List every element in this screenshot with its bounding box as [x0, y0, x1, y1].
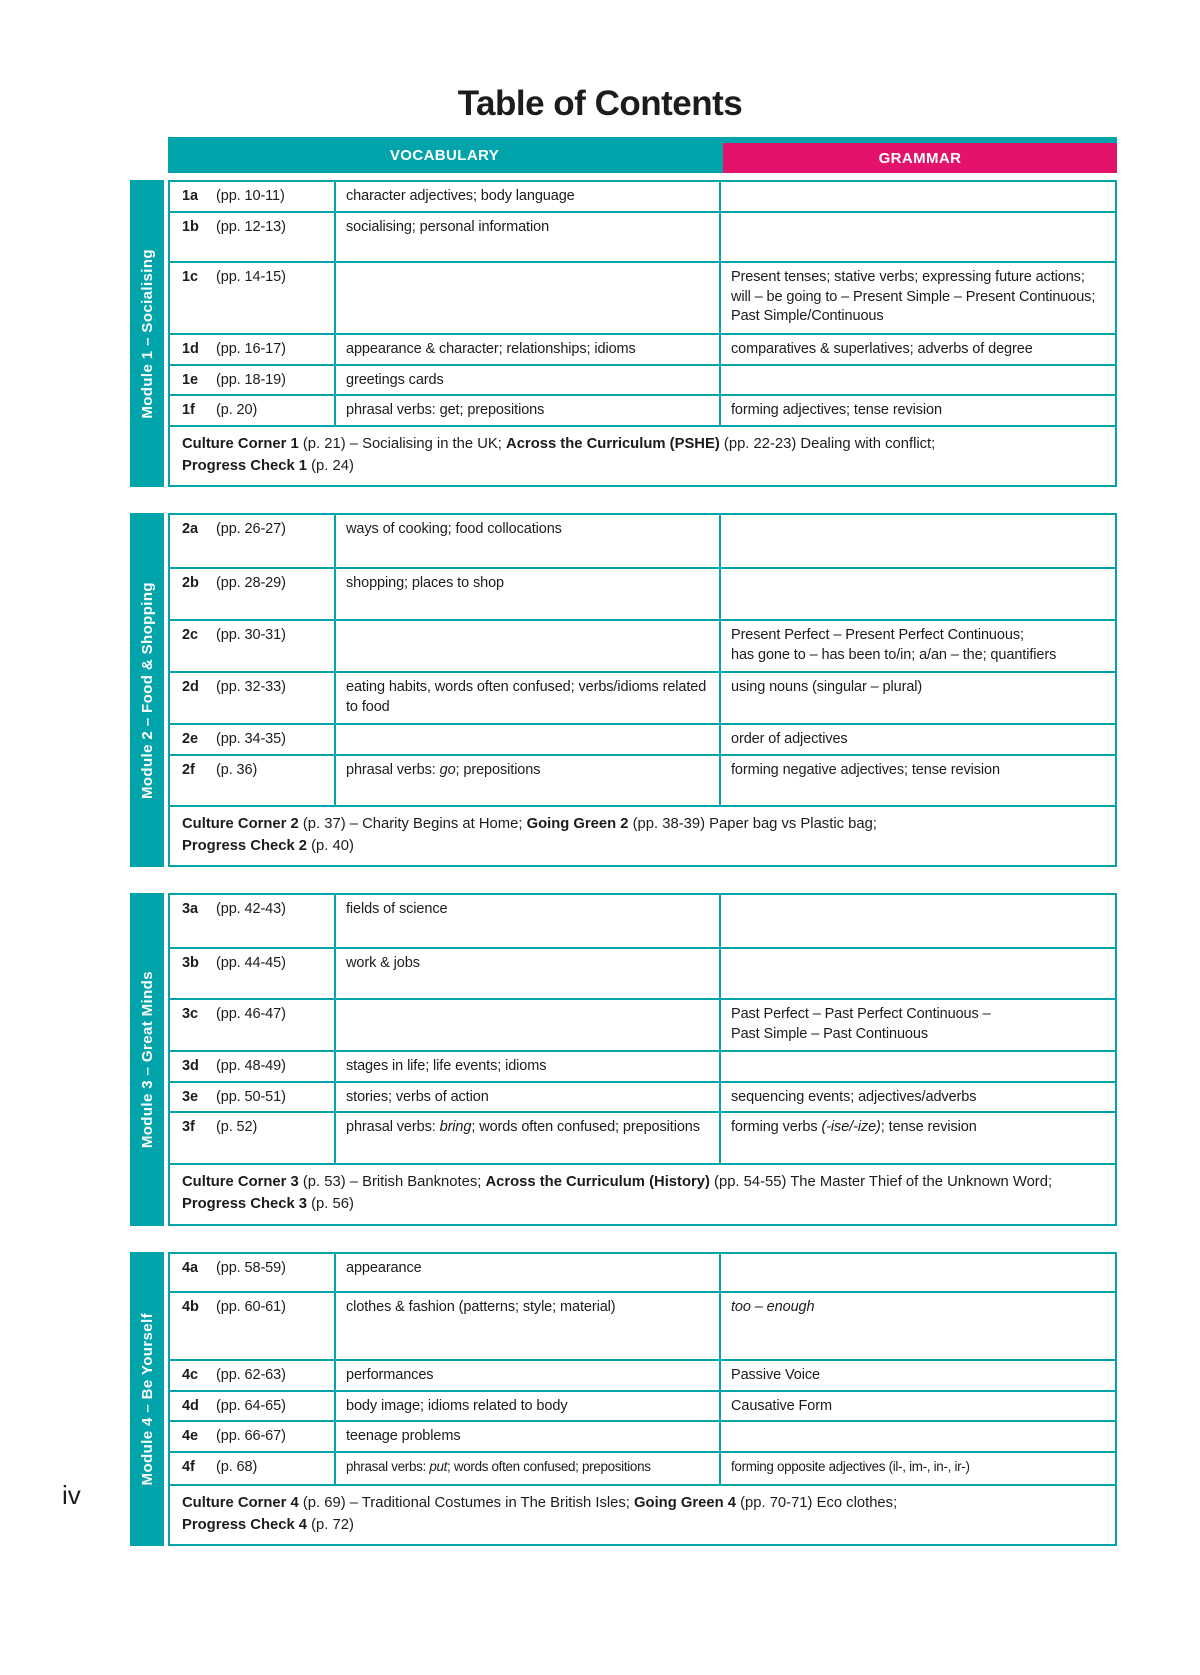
unit-code-cell	[170, 895, 334, 947]
unit-code: 1c	[182, 269, 198, 285]
unit-code: 2d	[182, 679, 199, 696]
text-segment: forming adjectives; tense revision	[731, 402, 942, 419]
text-segment: stages in life; life events; idioms	[346, 1058, 547, 1074]
grammar-cell	[719, 621, 1115, 671]
module-side-bar	[130, 1252, 164, 1547]
text-segment: (p. 72)	[307, 1516, 354, 1533]
text-segment: stories; verbs of action	[346, 1088, 489, 1105]
text-segment: using nouns (singular – plural)	[731, 679, 923, 696]
unit-pages: (p. 68)	[216, 1458, 258, 1475]
text-segment: bring	[439, 1119, 472, 1136]
modules-container	[130, 180, 1117, 1546]
text-segment: phrasal verbs:	[346, 1458, 430, 1474]
page-title: Table of Contents	[457, 84, 743, 123]
unit-pages: (p. 20)	[216, 402, 258, 419]
text-segment: Across the Curriculum (PSHE)	[506, 435, 720, 452]
unit-code-cell	[170, 621, 334, 671]
unit-code: 4a	[182, 1259, 198, 1276]
unit-pages: (pp. 42-43)	[216, 901, 286, 917]
grammar-cell	[719, 1361, 1115, 1390]
vocabulary-cell	[334, 1361, 719, 1390]
unit-code: 3c	[182, 1006, 198, 1022]
page-number: iv	[62, 1480, 81, 1510]
module-section	[130, 1252, 1117, 1547]
unit-code-cell	[170, 1000, 334, 1050]
text-segment: performances	[346, 1366, 434, 1383]
vocabulary-cell	[334, 1052, 719, 1081]
module-table	[168, 180, 1117, 487]
text-segment: Causative Form	[731, 1397, 832, 1414]
toc-row	[170, 1111, 1115, 1163]
text-segment: socialising; personal information	[346, 219, 550, 235]
unit-code: 2c	[182, 627, 198, 644]
vocabulary-cell	[334, 515, 719, 567]
text-segment: (p. 21) – Socialising in the UK;	[298, 435, 507, 452]
unit-code: 1a	[182, 188, 198, 204]
module-table	[168, 893, 1117, 1226]
culture-corner-row	[170, 1484, 1115, 1544]
grammar-cell	[719, 263, 1115, 333]
toc-row	[170, 1420, 1115, 1451]
unit-code-cell	[170, 1254, 334, 1291]
module-label: Module 2 – Food & Shopping	[138, 581, 156, 799]
text-segment: (p. 56)	[307, 1196, 354, 1213]
text-segment: sequencing events; adjectives/adverbs	[731, 1088, 977, 1105]
text-segment: character adjectives; body language	[346, 188, 575, 204]
toc-row	[170, 1451, 1115, 1484]
text-segment: Culture Corner 2	[182, 815, 299, 832]
text-segment: (p. 53) – British Banknotes;	[298, 1174, 486, 1191]
grammar-cell	[719, 1083, 1115, 1112]
text-segment: (-ise/-ize)	[821, 1119, 881, 1136]
text-segment: clothes & fashion (patterns; style; material)	[346, 1298, 616, 1315]
unit-pages: (pp. 46-47)	[216, 1006, 286, 1022]
grammar-cell	[719, 1293, 1115, 1359]
unit-code: 2f	[182, 761, 195, 778]
unit-code-cell	[170, 515, 334, 567]
toc-row	[170, 182, 1115, 211]
toc-row	[170, 261, 1115, 333]
module-side-bar	[130, 513, 164, 867]
vocabulary-cell	[334, 263, 719, 333]
unit-pages: (pp. 58-59)	[216, 1259, 286, 1276]
grammar-header-label: GRAMMAR	[878, 149, 962, 167]
text-segment: Past Simple – Past Continuous	[731, 1025, 928, 1042]
text-segment: phrasal verbs: get; prepositions	[346, 402, 545, 419]
grammar-cell	[719, 1113, 1115, 1163]
unit-code-cell	[170, 396, 334, 425]
text-segment: Going Green 2	[526, 815, 629, 832]
toc-row	[170, 895, 1115, 947]
text-segment: (pp. 54-55) The Master Thief of the Unknown Word;	[709, 1174, 1053, 1191]
toc-row	[170, 515, 1115, 567]
grammar-cell	[719, 1422, 1115, 1451]
unit-code-cell	[170, 1113, 334, 1163]
grammar-cell	[719, 515, 1115, 567]
text-segment: forming opposite adjectives (il-, im-, in-, ir-)	[731, 1458, 970, 1474]
toc-row	[170, 723, 1115, 754]
grammar-cell	[719, 366, 1115, 395]
toc-row	[170, 211, 1115, 261]
module-section	[130, 893, 1117, 1226]
unit-code-cell	[170, 1361, 334, 1390]
text-segment: greetings cards	[346, 371, 444, 388]
text-segment: (p. 69) – Traditional Costumes in The British Isles;	[298, 1494, 635, 1511]
toc-header-bar	[168, 137, 1117, 173]
vocabulary-cell	[334, 1293, 719, 1359]
unit-code-cell	[170, 1083, 334, 1112]
grammar-cell	[719, 182, 1115, 211]
text-segment: ways of cooking; food collocations	[346, 521, 562, 538]
module-label: Module 4 – Be Yourself	[138, 1312, 156, 1485]
unit-pages: (pp. 30-31)	[216, 627, 286, 644]
module-table	[168, 513, 1117, 867]
text-segment: put	[429, 1458, 448, 1474]
unit-pages: (p. 36)	[216, 761, 258, 778]
grammar-cell	[719, 895, 1115, 947]
unit-code: 4d	[182, 1397, 199, 1414]
vocabulary-cell	[334, 335, 719, 364]
toc-row	[170, 1390, 1115, 1421]
unit-code-cell	[170, 1052, 334, 1081]
unit-pages: (pp. 66-67)	[216, 1428, 286, 1445]
vocabulary-cell	[334, 673, 719, 723]
toc-row	[170, 364, 1115, 395]
culture-corner-row	[170, 425, 1115, 485]
unit-code: 1d	[182, 341, 199, 357]
unit-code-cell	[170, 569, 334, 619]
grammar-cell	[719, 756, 1115, 805]
toc-row	[170, 619, 1115, 671]
unit-code: 3f	[182, 1119, 195, 1136]
unit-code: 3b	[182, 955, 199, 971]
culture-corner-row	[170, 805, 1115, 865]
text-segment: Present tenses; stative verbs; expressing future actions; will – be going to – Present Simple – Present Continuous; Past Simple/Continuous	[731, 269, 1096, 325]
unit-code-cell	[170, 335, 334, 364]
toc-row	[170, 567, 1115, 619]
table-of-contents	[130, 137, 1117, 1546]
vocabulary-cell	[334, 621, 719, 671]
module-label: Module 3 – Great Minds	[138, 970, 156, 1148]
culture-corner-row	[170, 1163, 1115, 1223]
text-segment: phrasal verbs:	[346, 1119, 440, 1136]
text-segment: Culture Corner 1	[182, 435, 299, 452]
vocabulary-cell	[334, 725, 719, 754]
toc-row	[170, 1254, 1115, 1291]
unit-pages: (pp. 64-65)	[216, 1397, 286, 1414]
unit-code: 2b	[182, 575, 199, 592]
unit-pages: (pp. 10-11)	[216, 188, 285, 204]
unit-code-cell	[170, 673, 334, 723]
unit-pages: (pp. 32-33)	[216, 679, 286, 696]
unit-code: 4e	[182, 1428, 198, 1445]
toc-row	[170, 998, 1115, 1050]
toc-row	[170, 1050, 1115, 1081]
vocabulary-cell	[334, 213, 719, 261]
module-table	[168, 1252, 1117, 1547]
unit-code: 2e	[182, 731, 198, 748]
text-segment: Progress Check 1	[182, 457, 308, 474]
text-segment: Across the Curriculum (History)	[485, 1174, 710, 1191]
text-segment: body image; idioms related to body	[346, 1397, 568, 1414]
culture-corner-text	[170, 427, 1115, 485]
module-side-bar	[130, 180, 164, 487]
unit-pages: (pp. 50-51)	[216, 1088, 286, 1105]
unit-pages: (pp. 48-49)	[216, 1058, 286, 1074]
unit-code-cell	[170, 1293, 334, 1359]
text-segment: Progress Check 2	[182, 837, 308, 854]
text-segment: fields of science	[346, 901, 448, 917]
unit-pages: (pp. 34-35)	[216, 731, 286, 748]
text-segment: shopping; places to shop	[346, 575, 505, 592]
vocabulary-cell	[334, 1254, 719, 1291]
toc-row	[170, 394, 1115, 425]
text-segment: has gone to – has been to/in; a/an – the; quantifiers	[731, 646, 1057, 663]
text-segment: too – enough	[731, 1298, 815, 1315]
text-segment: ; tense revision	[880, 1119, 977, 1136]
text-segment: Going Green 4	[634, 1494, 736, 1511]
module-section	[130, 180, 1117, 487]
unit-code: 3a	[182, 901, 198, 917]
toc-row	[170, 947, 1115, 998]
text-segment: Past Perfect – Past Perfect Continuous –	[731, 1006, 991, 1022]
text-segment: (p. 37) – Charity Begins at Home;	[298, 815, 527, 832]
grammar-cell	[719, 949, 1115, 998]
text-segment: Passive Voice	[731, 1366, 820, 1383]
text-segment: comparatives & superlatives; adverbs of degree	[731, 341, 1033, 357]
unit-pages: (pp. 12-13)	[216, 219, 286, 235]
culture-corner-text	[170, 807, 1115, 865]
unit-code-cell	[170, 182, 334, 211]
toc-row	[170, 1291, 1115, 1359]
toc-row	[170, 333, 1115, 364]
unit-code-cell	[170, 1422, 334, 1451]
grammar-cell	[719, 1000, 1115, 1050]
text-segment: Culture Corner 4	[182, 1494, 299, 1511]
unit-pages: (pp. 62-63)	[216, 1366, 286, 1383]
grammar-cell	[719, 1254, 1115, 1291]
unit-code: 1e	[182, 371, 198, 388]
text-segment: Progress Check 3	[182, 1196, 308, 1213]
text-segment: ; words often confused; prepositions	[471, 1119, 700, 1136]
vocabulary-cell	[334, 756, 719, 805]
module-section	[130, 513, 1117, 867]
unit-code: 2a	[182, 521, 198, 538]
grammar-cell	[719, 725, 1115, 754]
toc-row	[170, 1081, 1115, 1112]
text-segment: go	[439, 761, 456, 778]
unit-code: 1b	[182, 219, 199, 235]
text-segment: (pp. 70-71) Eco clothes;	[735, 1494, 898, 1511]
unit-pages: (pp. 44-45)	[216, 955, 286, 971]
unit-pages: (pp. 28-29)	[216, 575, 286, 592]
vocabulary-cell	[334, 1392, 719, 1421]
text-segment: Culture Corner 3	[182, 1174, 299, 1191]
unit-pages: (p. 52)	[216, 1119, 258, 1136]
toc-row	[170, 1359, 1115, 1390]
toc-row	[170, 754, 1115, 805]
text-segment: eating habits, words often confused; verbs/idioms related to food	[346, 679, 707, 715]
unit-code-cell	[170, 366, 334, 395]
text-segment: appearance	[346, 1259, 422, 1276]
text-segment: forming negative adjectives; tense revision	[731, 761, 1000, 778]
vocabulary-cell	[334, 1083, 719, 1112]
grammar-cell	[719, 673, 1115, 723]
text-segment: appearance & character; relationships; idioms	[346, 341, 636, 357]
grammar-column-header	[723, 143, 1117, 173]
grammar-cell	[719, 335, 1115, 364]
grammar-cell	[719, 1392, 1115, 1421]
unit-code: 4c	[182, 1366, 198, 1383]
vocabulary-cell	[334, 569, 719, 619]
text-segment: (p. 40)	[307, 837, 354, 854]
vocabulary-cell	[334, 1422, 719, 1451]
text-segment: order of adjectives	[731, 731, 848, 748]
vocabulary-cell	[334, 1113, 719, 1163]
unit-code: 4b	[182, 1298, 199, 1315]
grammar-cell	[719, 396, 1115, 425]
unit-pages: (pp. 14-15)	[216, 269, 286, 285]
unit-pages: (pp. 18-19)	[216, 371, 286, 388]
vocabulary-column-header	[168, 137, 721, 173]
vocabulary-header-label: VOCABULARY	[389, 146, 500, 164]
text-segment: ; prepositions	[455, 761, 541, 778]
unit-code-cell	[170, 1392, 334, 1421]
grammar-cell	[719, 1453, 1115, 1484]
module-label: Module 1 – Socialising	[138, 248, 156, 419]
unit-code-cell	[170, 263, 334, 333]
module-side-bar	[130, 893, 164, 1226]
vocabulary-cell	[334, 182, 719, 211]
text-segment: (pp. 22-23) Dealing with conflict;	[719, 435, 936, 452]
unit-code: 4f	[182, 1458, 195, 1475]
text-segment: (pp. 38-39) Paper bag vs Plastic bag;	[628, 815, 877, 832]
unit-code-cell	[170, 213, 334, 261]
unit-pages: (pp. 26-27)	[216, 521, 286, 538]
text-segment: (p. 24)	[307, 457, 354, 474]
culture-corner-text	[170, 1165, 1115, 1223]
unit-code: 3d	[182, 1058, 199, 1074]
text-segment: phrasal verbs:	[346, 761, 440, 778]
unit-code: 3e	[182, 1088, 198, 1105]
unit-pages: (pp. 16-17)	[216, 341, 286, 357]
toc-row	[170, 671, 1115, 723]
unit-code-cell	[170, 725, 334, 754]
text-segment: Progress Check 4	[182, 1516, 308, 1533]
grammar-cell	[719, 213, 1115, 261]
vocabulary-cell	[334, 1000, 719, 1050]
culture-corner-text	[170, 1486, 1115, 1544]
unit-pages: (pp. 60-61)	[216, 1298, 286, 1315]
text-segment: ; words often confused; prepositions	[447, 1458, 651, 1474]
unit-code-cell	[170, 949, 334, 998]
unit-code: 1f	[182, 402, 195, 419]
text-segment: forming verbs	[731, 1119, 822, 1136]
unit-code-cell	[170, 756, 334, 805]
vocabulary-cell	[334, 949, 719, 998]
text-segment: Present Perfect – Present Perfect Continuous;	[731, 627, 1024, 644]
unit-code-cell	[170, 1453, 334, 1484]
text-segment: teenage problems	[346, 1428, 461, 1445]
grammar-cell	[719, 569, 1115, 619]
grammar-cell	[719, 1052, 1115, 1081]
vocabulary-cell	[334, 1453, 719, 1484]
vocabulary-cell	[334, 895, 719, 947]
vocabulary-cell	[334, 366, 719, 395]
text-segment: work & jobs	[346, 955, 420, 971]
vocabulary-cell	[334, 396, 719, 425]
